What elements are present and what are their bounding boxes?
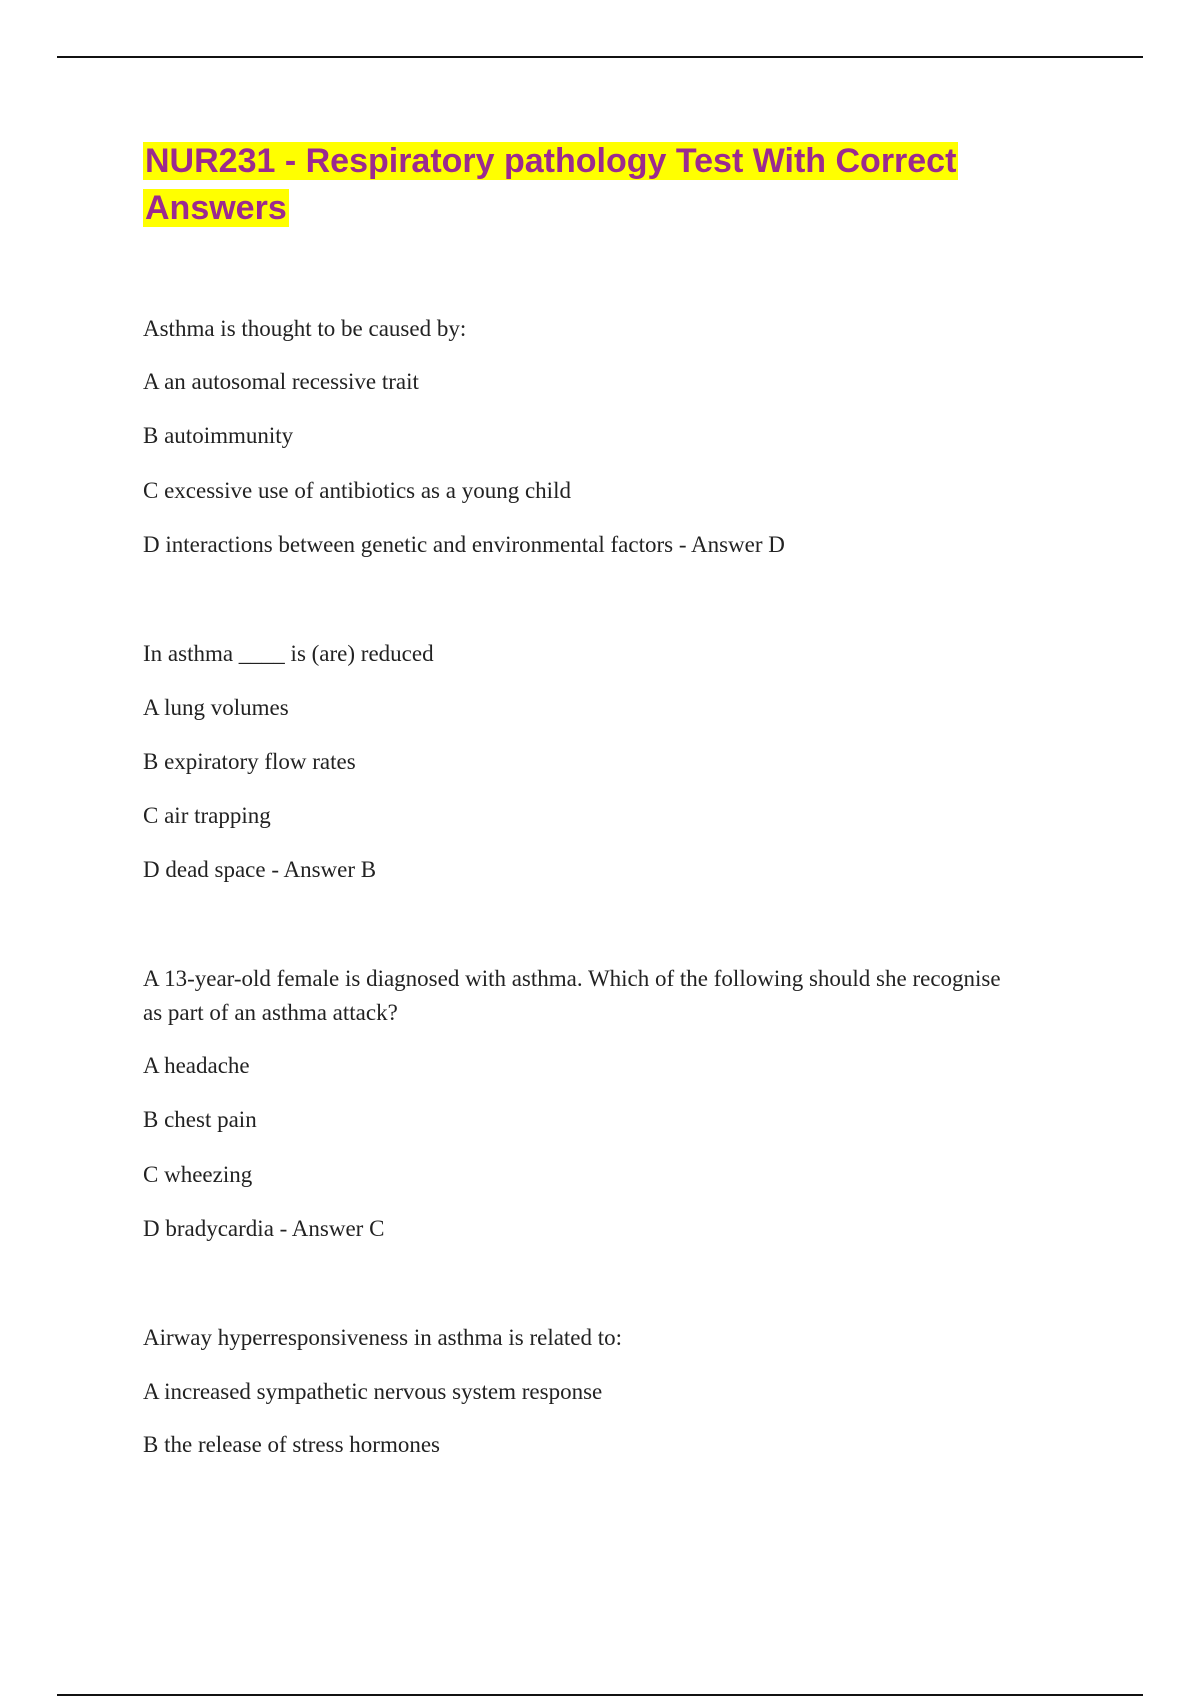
question-2-option-c: C air trapping: [143, 803, 271, 828]
question-2-option-d-answer: D dead space - Answer B: [143, 857, 377, 882]
question-2-option-b: B expiratory flow rates: [143, 749, 356, 774]
question-4-prompt: Airway hyperresponsiveness in asthma is related to:: [143, 1325, 623, 1350]
footer-rule: [57, 1694, 1143, 1696]
question-1-prompt: Asthma is thought to be caused by:: [143, 316, 467, 341]
question-4-option-a: A increased sympathetic nervous system response: [143, 1379, 603, 1404]
question-3-option-b: B chest pain: [143, 1107, 257, 1132]
question-3-option-c: C wheezing: [143, 1162, 253, 1187]
question-1-option-c: C excessive use of antibiotics as a young child: [143, 478, 571, 503]
question-2-prompt: In asthma ____ is (are) reduced: [143, 641, 434, 666]
question-3-prompt: A 13-year-old female is diagnosed with asthma. Which of the following should she recognise as part of an asthma attack?: [143, 966, 1001, 1025]
page-title-text: NUR231 - Respiratory pathology Test With Correct Answers: [145, 142, 957, 227]
page-title: [143, 138, 1063, 232]
question-1-option-a: A an autosomal recessive trait: [143, 369, 419, 394]
question-3-option-d-answer: D bradycardia - Answer C: [143, 1216, 385, 1241]
header-rule: [57, 56, 1143, 58]
question-3-option-a: A headache: [143, 1053, 250, 1078]
question-1-option-d-answer: D interactions between genetic and environmental factors - Answer D: [143, 532, 785, 557]
question-1-option-b: B autoimmunity: [143, 423, 294, 448]
question-4-option-b: B the release of stress hormones: [143, 1432, 441, 1457]
question-2-option-a: A lung volumes: [143, 695, 289, 720]
